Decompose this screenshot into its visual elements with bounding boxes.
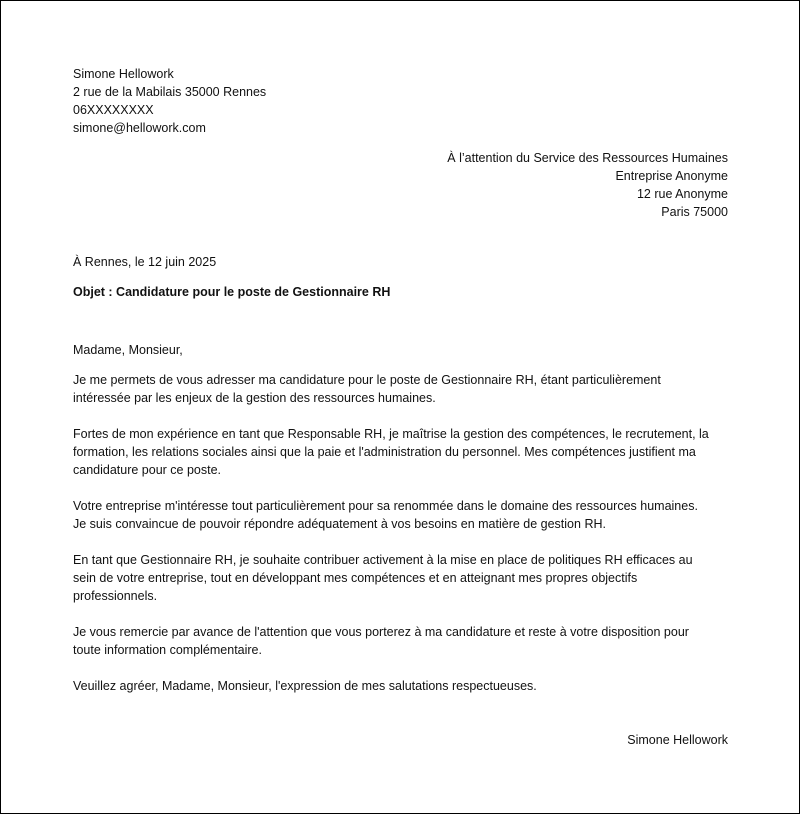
paragraph-line: candidature pour ce poste. xyxy=(73,463,222,477)
body-paragraph-5 xyxy=(73,623,728,659)
letter-closing: Veuillez agréer, Madame, Monsieur, l'expression de mes salutations respectueuses. xyxy=(73,679,537,693)
letter-content xyxy=(73,65,728,749)
letter-date: À Rennes, le 12 juin 2025 xyxy=(73,255,217,269)
paragraph-line: intéressée par les enjeux de la gestion des ressources humaines. xyxy=(73,391,436,405)
paragraph-line: En tant que Gestionnaire RH, je souhaite contribuer activement à la mise en place de politiques RH efficaces au xyxy=(73,553,693,567)
body-paragraph-3 xyxy=(73,497,728,533)
recipient-city: Paris 75000 xyxy=(661,205,728,219)
letter-body xyxy=(73,371,728,659)
letter-salutation: Madame, Monsieur, xyxy=(73,343,183,357)
paragraph-line: toute information complémentaire. xyxy=(73,643,262,657)
paragraph-line: Votre entreprise m'intéresse tout particulièrement pour sa renommée dans le domaine des ressources humaines. xyxy=(73,499,698,513)
paragraph-line: formation, les relations sociales ainsi que la paie et l'administration du personnel. Mes compétences justifient ma xyxy=(73,445,696,459)
paragraph-line: Fortes de mon expérience en tant que Responsable RH, je maîtrise la gestion des compétences, le recrutement, la xyxy=(73,427,709,441)
letter-signature: Simone Hellowork xyxy=(627,733,728,747)
recipient-block xyxy=(73,149,728,221)
body-paragraph-1 xyxy=(73,371,728,407)
sender-address: 2 rue de la Mabilais 35000 Rennes xyxy=(73,85,267,99)
recipient-attention: À l’attention du Service des Ressources Humaines xyxy=(447,151,728,165)
paragraph-line: professionnels. xyxy=(73,589,158,603)
paragraph-line: sein de votre entreprise, tout en développant mes compétences et en atteignant mes propres objectifs xyxy=(73,571,638,585)
sender-name: Simone Hellowork xyxy=(73,67,174,81)
paragraph-line: Je me permets de vous adresser ma candidature pour le poste de Gestionnaire RH, étant particulièrement xyxy=(73,373,661,387)
paragraph-line: Je suis convaincue de pouvoir répondre adéquatement à vos besoins en matière de gestion RH. xyxy=(73,517,606,531)
recipient-street: 12 rue Anonyme xyxy=(636,187,728,201)
sender-email: simone@hellowork.com xyxy=(73,121,206,135)
sender-block xyxy=(73,65,728,137)
sender-phone: 06XXXXXXXX xyxy=(73,103,154,117)
paragraph-line: Je vous remercie par avance de l'attention que vous porterez à ma candidature et reste à votre disposition pour xyxy=(73,625,689,639)
body-paragraph-4 xyxy=(73,551,728,605)
body-paragraph-2 xyxy=(73,425,728,479)
letter-subject: Objet : Candidature pour le poste de Gestionnaire RH xyxy=(73,285,391,299)
recipient-company: Entreprise Anonyme xyxy=(615,169,728,183)
